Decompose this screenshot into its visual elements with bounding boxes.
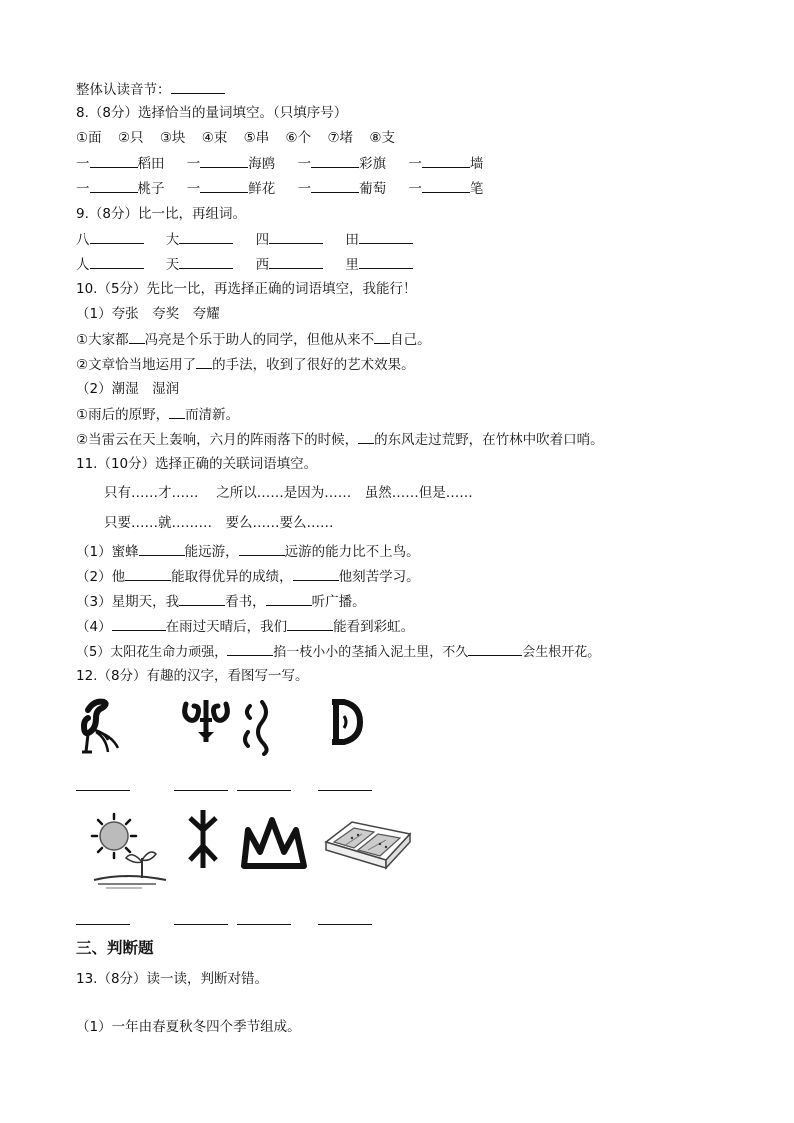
q8-prefix: 一 xyxy=(408,156,422,172)
sentence-part: （5）太阳花生命力顽强， xyxy=(76,645,228,660)
q8-noun: 稻田 xyxy=(137,156,165,172)
q9-char: 人 xyxy=(76,257,90,273)
sentence-part: 远游的能力比不上鸟。 xyxy=(284,544,420,560)
q8-option: ①面 xyxy=(76,130,102,146)
answer-line[interactable] xyxy=(174,924,228,925)
answer-line[interactable] xyxy=(318,924,372,925)
answer-blank[interactable] xyxy=(90,179,138,193)
q8-noun: 墙 xyxy=(469,156,484,172)
q10-sentence-4 xyxy=(76,430,604,449)
oracle-water-icon xyxy=(240,700,276,756)
sentence-part: 会生根开花。 xyxy=(522,645,601,660)
answer-blank[interactable] xyxy=(266,592,312,606)
top-line xyxy=(76,80,225,99)
q8-options xyxy=(76,129,395,147)
sentence-part: 他刻苦学习。 xyxy=(338,569,420,585)
answer-blank[interactable] xyxy=(269,255,323,269)
q8-prefix: 一 xyxy=(76,156,90,172)
answer-blank[interactable] xyxy=(200,179,248,193)
q8-row-1 xyxy=(76,154,483,173)
answer-blank[interactable] xyxy=(129,330,145,344)
q8-option: ④束 xyxy=(201,130,228,146)
q9-row-2 xyxy=(76,255,413,274)
oracle-moon-icon xyxy=(326,698,364,746)
answer-blank[interactable] xyxy=(269,230,323,244)
sentence-part: 看书， xyxy=(225,594,266,610)
sentence-part: ②当雷云在天上轰响，六月的阵雨落下的时候， xyxy=(76,432,359,448)
sentence-part: （2）他 xyxy=(76,569,126,585)
answer-blank[interactable] xyxy=(227,642,273,656)
q9-title: 9.（8分）比一比，再组词。 xyxy=(76,206,246,222)
sentence-part: （4） xyxy=(76,619,112,635)
q8-option: ⑤串 xyxy=(243,130,270,146)
q10-sentence-2 xyxy=(76,355,415,374)
q10-sentence-1 xyxy=(76,330,431,349)
q10-title: 10.（5分）先比一比，再选择正确的词语填空，我能行！ xyxy=(76,281,417,297)
q9-char: 田 xyxy=(345,232,359,248)
q10-words-1: （1）夸张 夸奖 夸耀 xyxy=(76,306,220,322)
answer-blank[interactable] xyxy=(179,255,233,269)
sentence-part: 的手法，收到了很好的艺术效果。 xyxy=(212,357,415,373)
answer-line[interactable] xyxy=(237,924,291,925)
q8-option: ⑦堵 xyxy=(327,130,354,146)
answer-blank[interactable] xyxy=(112,617,166,631)
answer-line[interactable] xyxy=(76,924,130,925)
q13-title: 13.（8分）读一读，判断对错。 xyxy=(76,971,269,987)
q8-prefix: 一 xyxy=(408,181,422,197)
q8-option: ②只 xyxy=(117,130,144,146)
q9-char: 大 xyxy=(165,232,180,248)
q8-prefix: 一 xyxy=(186,181,201,197)
answer-blank[interactable] xyxy=(125,567,171,581)
sentence-part: ①大家都 xyxy=(76,332,129,348)
answer-blank[interactable] xyxy=(422,179,470,193)
q8-noun: 桃子 xyxy=(137,181,165,197)
q11-sentence-3 xyxy=(76,592,366,611)
q8-prefix: 一 xyxy=(297,156,312,172)
section-heading: 三、判断题 xyxy=(76,939,154,957)
answer-blank[interactable] xyxy=(293,567,339,581)
answer-blank[interactable] xyxy=(468,642,522,656)
q11-title: 11.（10分）选择正确的关联词语填空。 xyxy=(76,456,318,472)
q9-char: 四 xyxy=(255,232,270,248)
answer-line[interactable] xyxy=(174,790,228,791)
sentence-part: 能取得优异的成绩， xyxy=(171,569,293,585)
q8-row-2 xyxy=(76,179,483,198)
sentence-part: （3）星期天，我 xyxy=(76,594,180,610)
sentence-part: 听广播。 xyxy=(311,594,366,610)
oracle-tree-icon xyxy=(186,808,220,872)
q8-option: ⑥个 xyxy=(285,130,312,146)
q8-prefix: 一 xyxy=(186,156,201,172)
q8-noun: 彩旗 xyxy=(359,156,387,172)
answer-blank[interactable] xyxy=(311,154,359,168)
q9-char: 里 xyxy=(345,257,359,273)
sentence-part: 掐一枝小小的茎插入泥土里，不久 xyxy=(273,645,469,660)
answer-blank[interactable] xyxy=(179,592,225,606)
answer-blank[interactable] xyxy=(359,255,413,269)
q12-title: 12.（8分）有趣的汉字，看图写一写。 xyxy=(76,668,309,684)
sentence-part: 冯亮是个乐于助人的同学，但他从来不 xyxy=(144,332,375,348)
answer-blank[interactable] xyxy=(374,330,390,344)
q9-char: 天 xyxy=(165,257,180,273)
oracle-fruit-icon xyxy=(180,696,232,752)
answer-blank[interactable] xyxy=(359,230,413,244)
answer-line[interactable] xyxy=(237,790,291,791)
field-tray-icon xyxy=(322,820,414,876)
oracle-bird-icon xyxy=(78,696,126,758)
answer-blank[interactable] xyxy=(90,230,144,244)
answer-blank[interactable] xyxy=(179,230,233,244)
answer-blank[interactable] xyxy=(196,355,212,369)
answer-blank[interactable] xyxy=(90,255,144,269)
q10-sentence-3 xyxy=(76,405,239,424)
answer-line[interactable] xyxy=(318,790,372,791)
q9-char: 西 xyxy=(255,257,270,273)
q8-noun: 笔 xyxy=(469,181,484,197)
q8-noun: 葡萄 xyxy=(359,181,387,197)
q8-option: ③块 xyxy=(159,130,186,146)
q8-prefix: 一 xyxy=(76,181,90,197)
sentence-part: 在雨过天晴后，我们 xyxy=(165,619,288,635)
answer-blank[interactable] xyxy=(422,154,470,168)
answer-blank[interactable] xyxy=(200,154,248,168)
sun-sprout-icon xyxy=(86,812,170,892)
q9-row-1 xyxy=(76,230,413,249)
q11-options-2: 只要……就……… 要么……要么…… xyxy=(104,515,334,531)
q8-noun: 海鸥 xyxy=(248,156,276,172)
sentence-part: 能远游， xyxy=(184,544,239,560)
answer-line[interactable] xyxy=(76,790,130,791)
sentence-part: 的东风走过荒野，在竹林中吹着口哨。 xyxy=(374,432,604,448)
q8-title: 8.（8分）选择恰当的量词填空。（只填序号） xyxy=(76,105,348,121)
answer-blank[interactable] xyxy=(311,179,359,193)
q11-sentence-2 xyxy=(76,567,420,586)
answer-blank[interactable] xyxy=(139,542,185,556)
q8-option: ⑧支 xyxy=(369,130,395,146)
q13-statement-1: （1）一年由春夏秋冬四个季节组成。 xyxy=(76,1019,301,1035)
top-line-label: 整体认读音节： xyxy=(76,82,171,98)
q11-sentence-4 xyxy=(76,617,414,636)
answer-blank[interactable] xyxy=(90,154,138,168)
answer-blank[interactable] xyxy=(171,80,225,94)
q11-sentence-1 xyxy=(76,542,420,561)
answer-blank[interactable] xyxy=(239,542,285,556)
q10-words-2: （2）潮湿 湿润 xyxy=(76,381,180,397)
q9-char: 八 xyxy=(76,232,90,248)
answer-blank[interactable] xyxy=(358,430,374,444)
answer-blank[interactable] xyxy=(169,405,185,419)
q8-noun: 鲜花 xyxy=(248,181,276,197)
q11-options-1: 只有……才…… 之所以……是因为…… 虽然……但是…… xyxy=(104,485,473,501)
q8-prefix: 一 xyxy=(297,181,312,197)
sentence-part: 自己。 xyxy=(390,332,431,348)
sentence-part: （1）蜜蜂 xyxy=(76,544,139,560)
sentence-part: ②文章恰当地运用了 xyxy=(76,357,197,373)
q11-sentence-5 xyxy=(76,642,600,662)
answer-blank[interactable] xyxy=(287,617,333,631)
sentence-part: ①雨后的原野， xyxy=(76,407,170,423)
sentence-part: 而清新。 xyxy=(185,407,240,423)
oracle-mountain-icon xyxy=(240,816,308,870)
sentence-part: 能看到彩虹。 xyxy=(333,619,415,635)
